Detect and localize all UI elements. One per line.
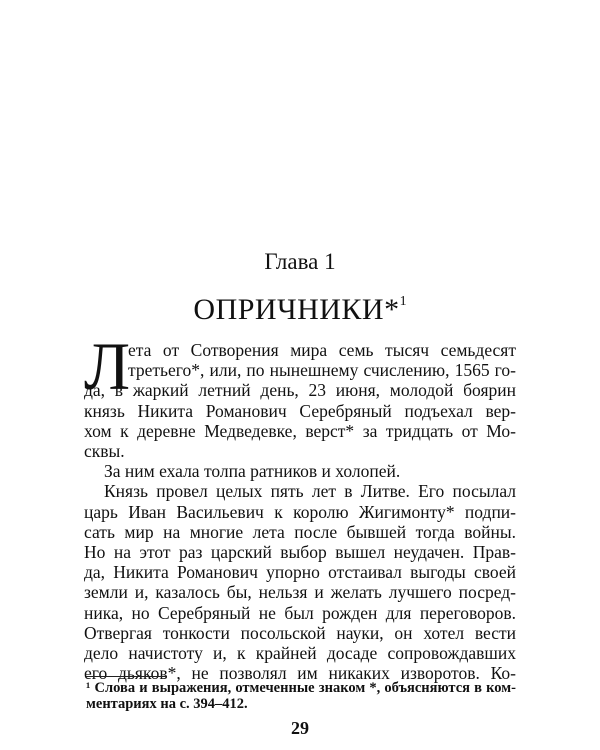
text-line: сквы. [84,441,125,461]
text-line: дело начистоту и, к крайней досаде сопровождавших [84,643,516,663]
text-line: Но на этот раз царский выбор вышел неудачен. Прав- [84,542,516,562]
text-line: его дьяков*, не позволял им никаких изворотов. Ко- [84,663,516,684]
text-line: да, Никита Романович упорно отстаивал выгоды своей [84,562,516,583]
text-line: третьего*, или, по нынешнему счислению, 1565 го- [128,360,516,381]
footnote-divider [86,676,166,677]
text-line: хом к деревне Медведевке, верст* за тридцать от Мо- [84,420,516,441]
text-line: ника, но Серебряный не был рожден для переговоров. [84,602,516,623]
chapter-title [0,284,600,328]
footnote-line: ментариях на с. 394–412. [86,696,248,712]
chapter-number: Глава 1 [264,249,336,274]
text-line: сать мир на многие лета после бывшей тогда войны. [84,521,516,542]
text-line: Отвергая тонкости посольской науки, он хотел вести [84,622,516,643]
page-number: 29 [291,718,309,738]
text-line: За ним ехала толпа ратников и холопей. [104,461,401,482]
drop-cap: Л [84,328,131,404]
text-line: земли и, казалось бы, нельзя и желать лучшего посред- [84,582,516,603]
chapter-title-text: ОПРИЧНИКИ* [193,293,400,326]
text-line: ета от Сотворения мира семь тысяч семьдесят [128,340,516,360]
footnote-marker: 1 [399,294,407,309]
text-line: да, в жаркий летний день, 23 июня, молодой боярин [84,380,516,401]
text-line: царь Иван Васильевич к королю Жигимонту* подпи- [84,501,516,522]
footnote-line: ¹ Слова и выражения, отмеченные знаком *, объясняются в ком- [86,680,516,696]
text-line: князь Никита Романович Серебряный подъехал вер- [84,400,516,421]
text-line: Князь провел целых пять лет в Литве. Его посылал [104,481,516,502]
